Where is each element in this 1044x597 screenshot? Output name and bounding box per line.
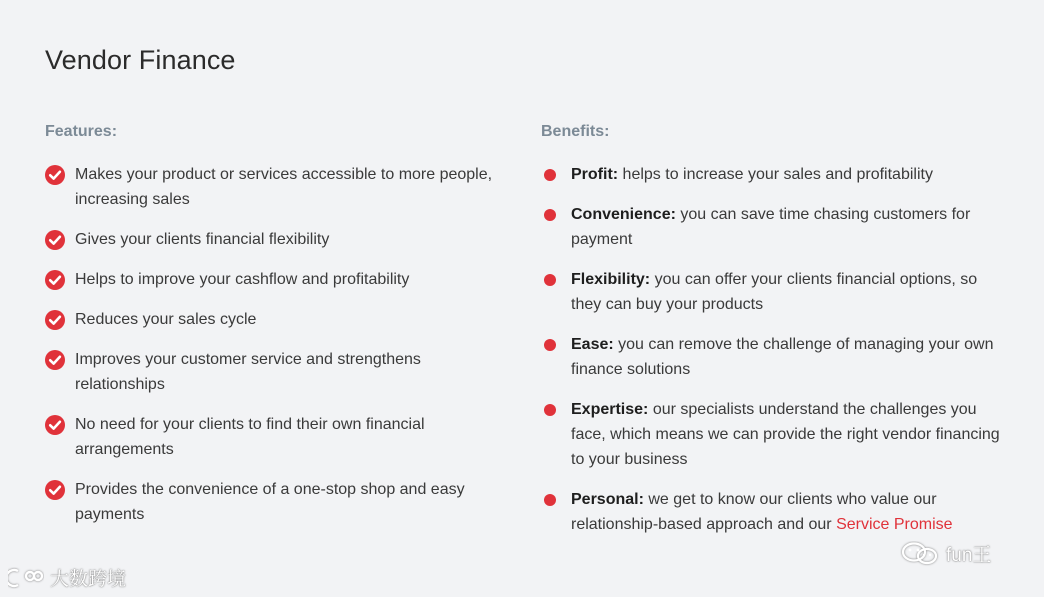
benefit-text <box>571 202 1011 252</box>
feature-text: Gives your clients financial flexibility <box>75 231 330 248</box>
feature-text: Reduces your sales cycle <box>75 311 257 328</box>
benefit-desc: you can remove the challenge of managing your own finance solutions <box>571 336 994 378</box>
benefit-item <box>541 162 1011 187</box>
features-heading: Features: <box>45 123 118 140</box>
benefit-item <box>541 332 1011 382</box>
service-promise-link[interactable]: Service Promise <box>836 516 953 533</box>
benefit-text <box>571 397 1011 472</box>
benefit-label: Personal: <box>571 491 644 508</box>
check-circle-icon <box>45 350 65 370</box>
check-circle-icon <box>45 480 65 500</box>
feature-item <box>45 412 505 462</box>
watermark-logo-icon <box>8 567 44 589</box>
feature-item <box>45 307 505 332</box>
feature-item <box>45 347 505 397</box>
benefits-section <box>541 122 1011 552</box>
red-dot-icon <box>544 339 556 351</box>
benefit-desc: helps to increase your sales and profitability <box>618 166 933 183</box>
benefit-text <box>571 267 1011 317</box>
watermark-left <box>8 564 126 591</box>
watermark-right-text: fun王 <box>946 545 992 566</box>
features-section <box>45 122 505 542</box>
benefit-item <box>541 397 1011 472</box>
wechat-icon <box>900 541 940 567</box>
benefit-label: Expertise: <box>571 401 649 418</box>
benefits-list <box>541 162 1011 537</box>
benefit-item <box>541 267 1011 317</box>
check-circle-icon <box>45 165 65 185</box>
page-title: Vendor Finance <box>45 45 236 75</box>
feature-text: Helps to improve your cashflow and profitability <box>75 271 410 288</box>
benefit-text <box>571 332 1011 382</box>
red-dot-icon <box>544 404 556 416</box>
benefit-item <box>541 202 1011 252</box>
benefit-label: Convenience: <box>571 206 676 223</box>
red-dot-icon <box>544 274 556 286</box>
feature-item <box>45 162 505 212</box>
feature-item <box>45 227 505 252</box>
benefit-text <box>571 162 933 187</box>
check-circle-icon <box>45 270 65 290</box>
feature-text: Makes your product or services accessible to more people, increasing sales <box>75 166 493 208</box>
feature-item <box>45 267 505 292</box>
features-list <box>45 162 505 527</box>
benefit-item <box>541 487 1011 537</box>
benefit-label: Profit: <box>571 166 619 183</box>
watermark-left-text: 大数跨境 <box>50 569 127 590</box>
benefit-desc: our specialists understand the challenges you face, which means we can provide the right vendor financing to your business <box>571 401 1000 468</box>
benefit-label: Flexibility: <box>571 271 651 288</box>
red-dot-icon <box>544 169 556 181</box>
watermark-right <box>900 540 991 567</box>
feature-text: Improves your customer service and strengthens relationships <box>75 351 421 393</box>
benefits-heading: Benefits: <box>541 123 610 140</box>
benefit-text <box>571 487 1011 537</box>
check-circle-icon <box>45 415 65 435</box>
benefit-desc: you can offer your clients financial options, so they can buy your products <box>571 271 978 313</box>
feature-item <box>45 477 505 527</box>
red-dot-icon <box>544 209 556 221</box>
feature-text: Provides the convenience of a one-stop shop and easy payments <box>75 481 465 523</box>
check-circle-icon <box>45 310 65 330</box>
red-dot-icon <box>544 494 556 506</box>
feature-text: No need for your clients to find their own financial arrangements <box>75 416 425 458</box>
benefit-label: Ease: <box>571 336 614 353</box>
benefit-desc: you can save time chasing customers for payment <box>571 206 971 248</box>
benefit-desc: we get to know our clients who value our relationship-based approach and our <box>571 491 937 533</box>
check-circle-icon <box>45 230 65 250</box>
